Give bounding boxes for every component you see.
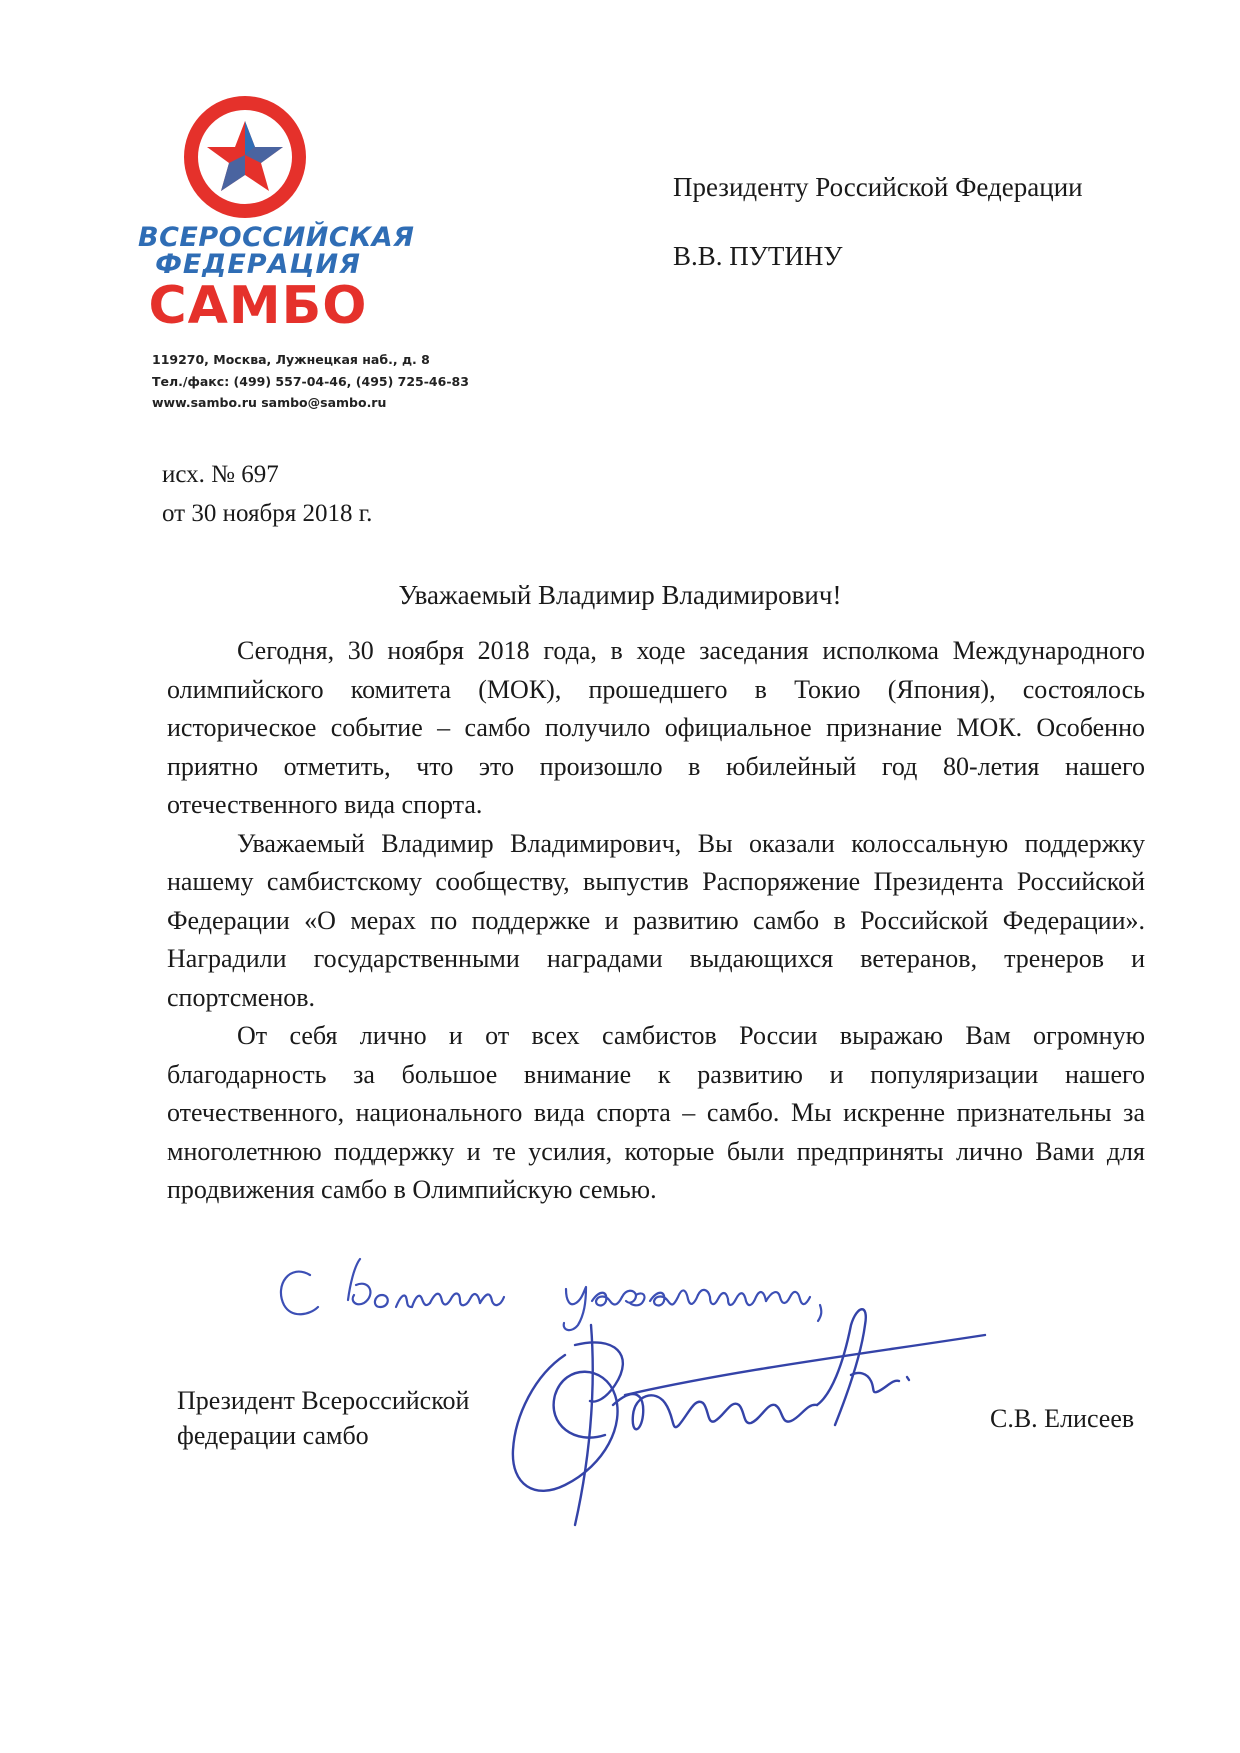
outgoing-number: исх. № 697 <box>162 461 279 488</box>
signer-title-line-2: федерации самбо <box>177 1421 369 1450</box>
handwritten-signature <box>495 1285 1015 1535</box>
signer-name: С.В. Елисеев <box>990 1404 1135 1433</box>
body-paragraph-3: От себя лично и от всех самбистов России выражаю Вам огромную благодарность за большое внимание к развитию и популяризации нашего отечественного, национального вида спорта – самбо. Мы искренне признательны за многолетнюю поддержку и те усилия, которые были предприняты лично Вами для продвижения самбо в Олимпийскую семью. <box>167 1021 1145 1204</box>
body-paragraph-2: Уважаемый Владимир Владимирович, Вы оказали колоссальную поддержку нашему самбистскому сообществу, выпустив Распоряжение Президента Российской Федерации «О мерах по поддержке и развитию самбо в Российской Федерации». Наградили государственными наградами выдающихся ветеранов, тренеров и спортсменов. <box>167 828 1145 1012</box>
letter-body <box>167 632 1145 1210</box>
logo-text-line-2: ФЕДЕРАЦИЯ <box>155 249 361 280</box>
contact-web: www.sambo.ru sambo@sambo.ru <box>152 395 387 410</box>
contact-address: 119270, Москва, Лужнецкая наб., д. 8 <box>152 352 430 367</box>
salutation: Уважаемый Владимир Владимирович! <box>398 580 842 610</box>
recipient-name: В.В. ПУТИНУ <box>673 241 843 271</box>
letter-date: от 30 ноября 2018 г. <box>162 500 373 527</box>
body-paragraph-1: Сегодня, 30 ноября 2018 года, в ходе заседания исполкома Международного олимпийского комитета (МОК), прошедшего в Токио (Япония), состоялось историческое событие – самбо получило официальное признание МОК. Особенно приятно отметить, что это произошло в юбилейный год 80-летия нашего отечественного вида спорта. <box>167 636 1145 819</box>
logo-text-sambo: САМБО <box>148 276 368 336</box>
contact-phone: Тел./факс: (499) 557-04-46, (495) 725-46-83 <box>152 374 469 389</box>
recipient-title: Президенту Российской Федерации <box>673 172 1083 202</box>
signer-title-line-1: Президент Всероссийской <box>177 1386 470 1415</box>
logo-text-line-1: ВСЕРОССИЙСКАЯ <box>138 222 415 253</box>
red-star-in-circle-icon <box>155 95 335 225</box>
